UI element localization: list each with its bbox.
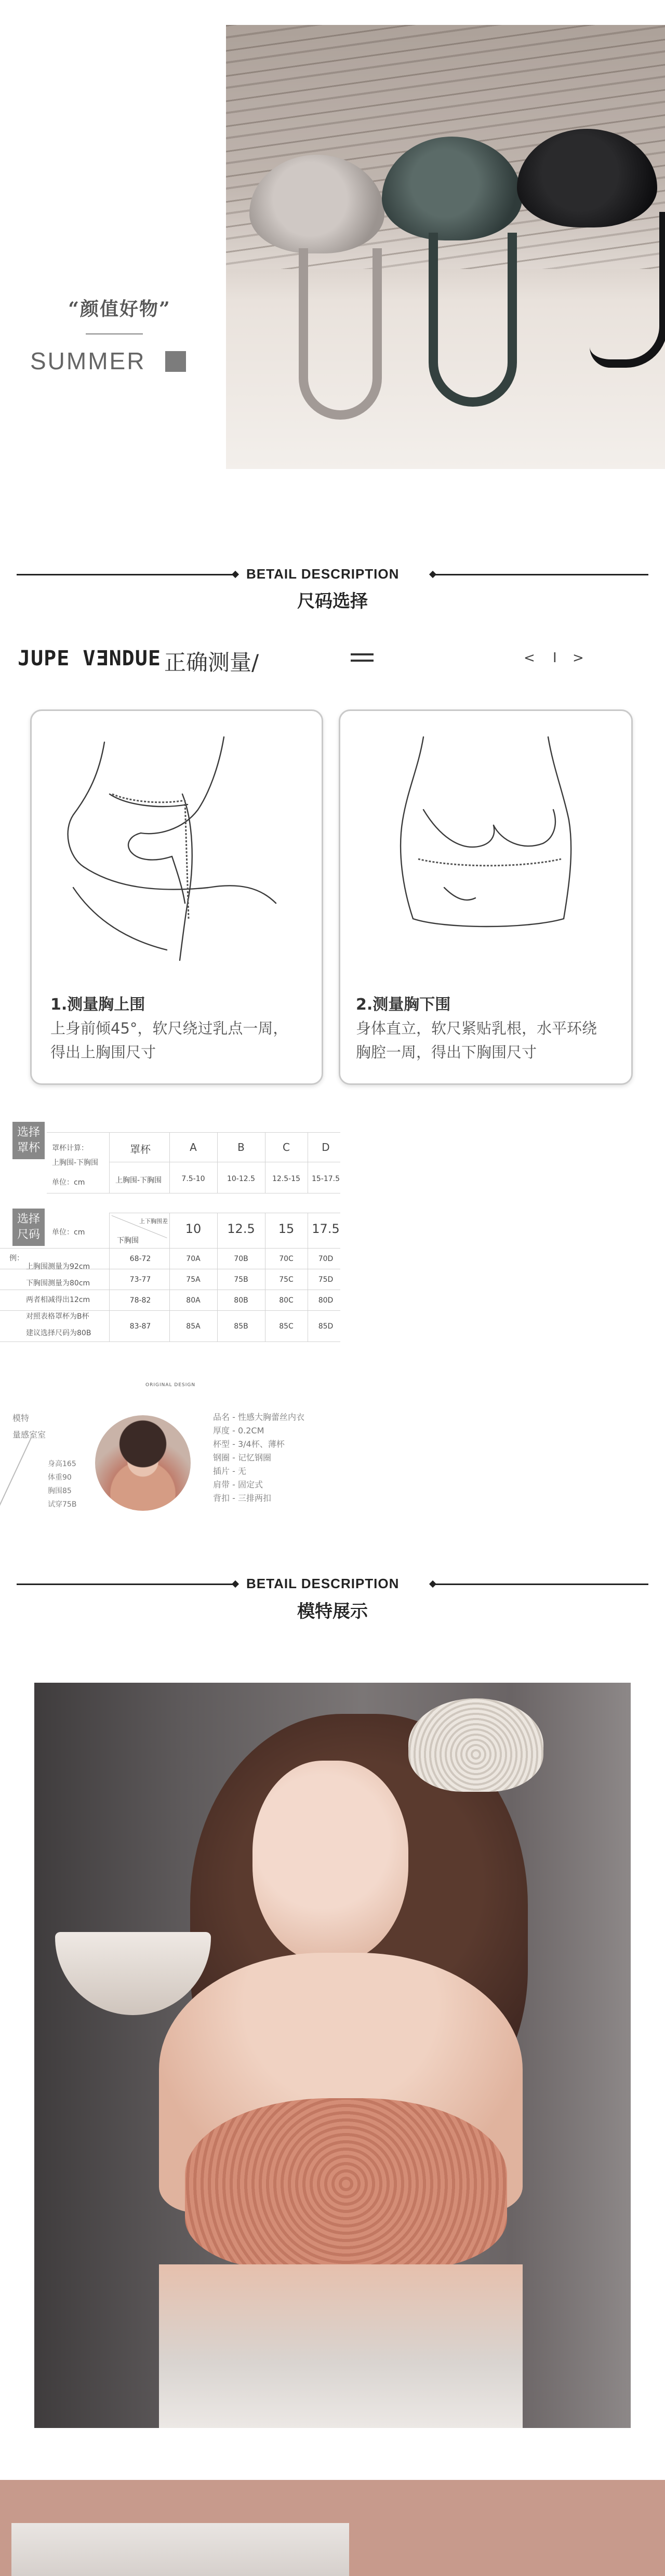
size-corner-top: 上下胸围差 bbox=[139, 1218, 168, 1225]
size-row-range: 83-87 bbox=[129, 1322, 151, 1331]
cup-unit-label: 单位：cm bbox=[52, 1178, 85, 1187]
size-cell: 75A bbox=[186, 1276, 201, 1284]
cup-letter: C bbox=[283, 1141, 290, 1153]
cup-range: 10-12.5 bbox=[227, 1175, 256, 1183]
size-column-header: 15 bbox=[278, 1222, 295, 1236]
cup-formula-label: 上胸围-下胸围 bbox=[52, 1159, 99, 1167]
model-avatar bbox=[95, 1415, 191, 1511]
model-stat: 试穿75B bbox=[48, 1500, 77, 1509]
measure-card-upper bbox=[30, 709, 323, 1085]
section-line-diamond bbox=[232, 1580, 239, 1588]
card-description-line: 身体直立，软尺紧贴乳根，水平环绕 bbox=[356, 1019, 597, 1037]
size-cell: 85B bbox=[234, 1322, 248, 1331]
cup-letter: A bbox=[190, 1141, 197, 1153]
hero-square-mark bbox=[165, 351, 186, 372]
section-title-en: BETAIL DESCRIPTION bbox=[246, 1576, 400, 1591]
size-unit-label: 单位：cm bbox=[52, 1228, 85, 1237]
size-tag-line: 选择 bbox=[17, 1213, 40, 1226]
model-info-slash bbox=[0, 1437, 32, 1512]
size-cell: 75C bbox=[279, 1276, 294, 1284]
grey-band bbox=[299, 248, 382, 420]
size-row-range: 78-82 bbox=[129, 1296, 151, 1305]
cup-letter: B bbox=[237, 1141, 245, 1153]
size-cell: 85A bbox=[186, 1322, 201, 1331]
cup-range: 7.5-10 bbox=[181, 1175, 205, 1183]
size-cell: 80B bbox=[234, 1296, 248, 1305]
size-row-range: 68-72 bbox=[129, 1255, 151, 1263]
size-note: 对照表格罩杯为B杯 bbox=[26, 1312, 89, 1321]
section-line-right bbox=[433, 1584, 648, 1585]
model-photo bbox=[34, 1683, 631, 2428]
size-note: 上胸围测量为92cm bbox=[26, 1263, 90, 1271]
nav-next-button[interactable]: > bbox=[573, 650, 584, 666]
bottom-photo-preview bbox=[11, 2523, 349, 2576]
product-spec: 背扣 - 三排两扣 bbox=[213, 1493, 271, 1503]
section-line-left bbox=[17, 1584, 235, 1585]
cup-range: 12.5-15 bbox=[272, 1175, 301, 1183]
card-title: 2.测量胸下围 bbox=[356, 996, 451, 1014]
cup-tag-line: 选择 bbox=[17, 1126, 40, 1139]
size-note: 建议选择尺码为80B bbox=[26, 1329, 91, 1337]
product-spec: 插片 - 无 bbox=[213, 1466, 246, 1476]
size-column-header: 12.5 bbox=[227, 1222, 255, 1236]
measure-title: 正确测量/ bbox=[164, 650, 259, 675]
face-shape bbox=[252, 1761, 408, 1963]
model-stat: 体重90 bbox=[48, 1473, 72, 1482]
model-reference-label: 量感室室 bbox=[12, 1430, 46, 1440]
size-cell: 75D bbox=[318, 1276, 334, 1284]
model-stat: 身高165 bbox=[48, 1460, 76, 1468]
lower-body bbox=[159, 2264, 523, 2428]
card-description-line: 胸腔一周，得出下胸围尺寸 bbox=[356, 1043, 537, 1061]
size-cell: 70C bbox=[279, 1255, 294, 1263]
size-tag bbox=[12, 1209, 45, 1246]
section-title-zh: 模特展示 bbox=[297, 1601, 368, 1622]
hero-season-label: SUMMER bbox=[30, 347, 146, 374]
size-cell: 85D bbox=[318, 1322, 334, 1331]
size-cell: 80D bbox=[318, 1296, 334, 1305]
upper-bust-illustration bbox=[52, 732, 302, 971]
hero-slogan: “颜值好物” bbox=[68, 298, 171, 320]
card-description-line: 上身前倾45°，软尺绕过乳点一周， bbox=[50, 1019, 288, 1037]
hero-product-photo bbox=[226, 25, 665, 469]
size-cell: 85C bbox=[279, 1322, 294, 1331]
measure-card-lower bbox=[339, 709, 633, 1085]
size-cell: 70B bbox=[234, 1255, 248, 1263]
menu-icon[interactable] bbox=[351, 653, 374, 662]
cup-tag-line: 罩杯 bbox=[17, 1142, 40, 1155]
size-cell: 80C bbox=[279, 1296, 294, 1305]
cup-table-vline bbox=[109, 1132, 110, 1193]
card-title: 1.测量胸上围 bbox=[50, 996, 145, 1014]
original-design-label: ORIGINAL DESIGN bbox=[145, 1383, 196, 1388]
black-band bbox=[590, 212, 665, 368]
size-table-line bbox=[0, 1341, 340, 1342]
product-spec: 钢圈 - 记忆钢圈 bbox=[213, 1453, 271, 1463]
brand-name: JUPE VƎNDUE bbox=[18, 647, 161, 670]
section-title-en: BETAIL DESCRIPTION bbox=[246, 566, 400, 582]
section-line-diamond bbox=[232, 571, 239, 578]
nav-separator: I bbox=[553, 650, 557, 666]
cup-calc-label: 罩杯计算： bbox=[52, 1144, 88, 1152]
product-spec: 品名 - 性感大胸蕾丝内衣 bbox=[213, 1412, 304, 1422]
lace-headband bbox=[408, 1698, 543, 1792]
product-spec: 肩带 - 固定式 bbox=[213, 1480, 263, 1490]
size-cell: 75B bbox=[234, 1276, 248, 1284]
cup-range: 15-17.5 bbox=[311, 1175, 340, 1183]
size-column-header: 17.5 bbox=[312, 1222, 340, 1236]
section-title-zh: 尺码选择 bbox=[297, 591, 368, 612]
model-label: 模特 bbox=[12, 1413, 30, 1423]
size-row-range: 73-77 bbox=[129, 1276, 151, 1284]
pink-lace-bra bbox=[185, 2098, 507, 2270]
product-spec: 厚度 - 0.2CM bbox=[213, 1426, 264, 1435]
size-cell: 70A bbox=[186, 1255, 201, 1263]
card-description-line: 得出上胸围尺寸 bbox=[50, 1043, 156, 1061]
cup-diff-header: 上胸围-下胸围 bbox=[115, 1176, 162, 1185]
cup-header: 罩杯 bbox=[130, 1143, 151, 1156]
green-band bbox=[429, 233, 517, 407]
size-example-label: 例： bbox=[9, 1254, 24, 1263]
section-line-left bbox=[17, 574, 235, 575]
size-note: 两者相减得出12cm bbox=[26, 1296, 90, 1304]
hero-divider bbox=[86, 333, 143, 334]
size-cell: 70D bbox=[318, 1255, 334, 1263]
nav-prev-button[interactable]: < bbox=[524, 650, 535, 666]
size-table-line bbox=[0, 1248, 340, 1249]
cup-table-top-line bbox=[47, 1132, 340, 1133]
lower-bust-illustration bbox=[361, 732, 610, 971]
cup-letter: D bbox=[322, 1141, 330, 1153]
product-spec: 杯型 - 3/4杯、薄杯 bbox=[213, 1439, 285, 1449]
model-stat: 胸围85 bbox=[48, 1487, 72, 1495]
size-corner-bottom: 下胸围 bbox=[117, 1237, 139, 1245]
size-note: 下胸围测量为80cm bbox=[26, 1279, 90, 1287]
cup-tag bbox=[12, 1122, 45, 1159]
size-tag-line: 尺码 bbox=[17, 1228, 40, 1241]
section-line-right bbox=[433, 574, 648, 575]
size-column-header: 10 bbox=[185, 1222, 202, 1236]
size-cell: 80A bbox=[186, 1296, 201, 1305]
